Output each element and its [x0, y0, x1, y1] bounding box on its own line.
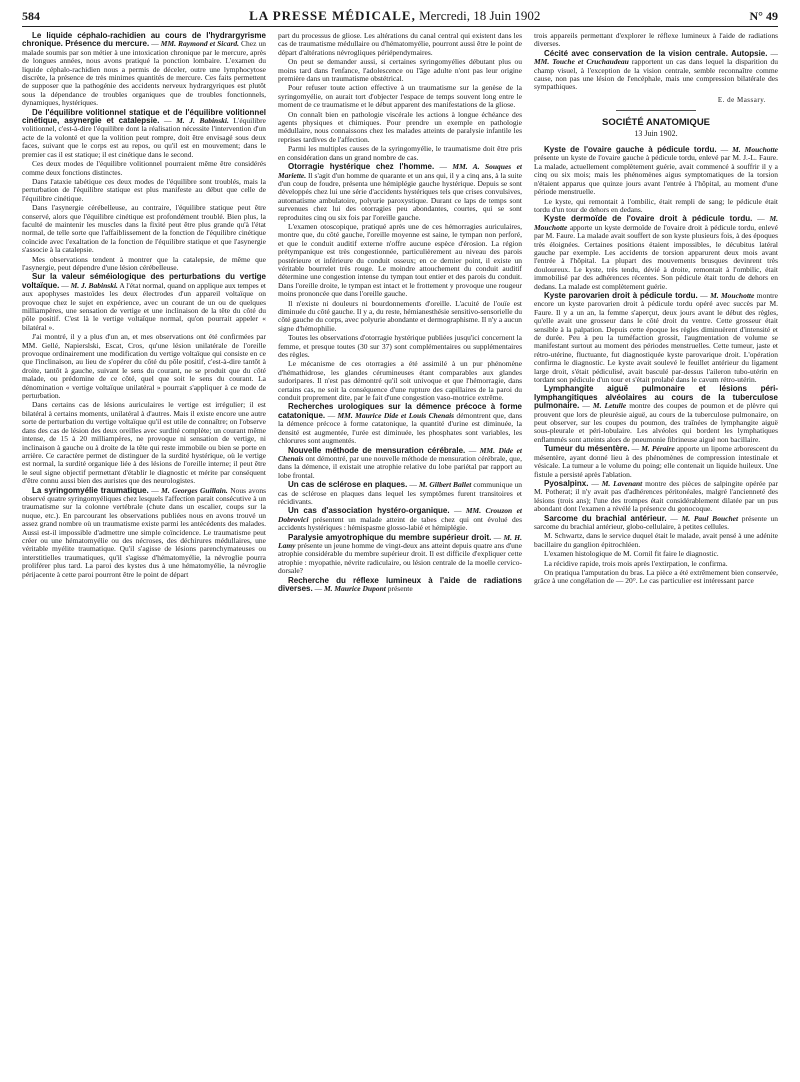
abstract-body: Toutes les observations d'otorragie hystérique publiées jusqu'ici concernent la femme, et presque toutes (30 sur 37) sont complémentaires ou supplémentaires des règles. — [278, 333, 522, 360]
abstract-title: Sur la valeur séméiologique des perturbations du vertige voltaïque. — [22, 272, 266, 290]
abstract-body: A l'état normal, quand on applique aux tempes et aux apophyses mastoïdes les deux électrodes d'un appareil voltaïque on provoque chez le sujet en expérience, avec un courant de un ou de quelques milliampères, une sensation de vertige et une inclinaison de la tête du côté du pôle positif. C'est là le vertige voltaïque normal, qu'on pourrait appeler « bilatéral ». — [22, 280, 266, 332]
abstract-entry: Kyste parovarien droit à pédicule tordu. — M. Mouchotte montre encore un kyste parovarien droit à pédicule tordu opéré avec succès par M. Faure. Il y a un an, la femme s'aperçut, deux jours avant le début des règles, qu'elle avait une grosseur dans le côté droit du ventre. Cette grosseur était sensible à la palpation. Depuis cette époque les règles diminuèrent d'intensité et de durée. Peu à peu la tuméfaction grossit, l'augmentation de volume se manifestant surtout au moment des périodes menstruelles. Cette tumeur, jaste et rétro-utérine, fluctuante, fut diagnostiquée kyste parovarique droit. L'opération confirma le diagnostic. Le kyste avait soulevé le feuillet antérieur du ligament large droit, s'était pédiculisé, avait basculé par-dessus l'aileron tubo-utérin en tordant son pédicule d'un tour et s'était prolabé dans le cavum rétro-utérin. — [534, 290, 778, 385]
paragraph — [278, 360, 522, 402]
paragraph — [278, 111, 522, 145]
abstract-body: présentent un malade atteint de tabes chez qui ont évolué des accidents hystériques : hémispasme glosso-labié et hémiplégie. — [278, 514, 522, 533]
abstract-body: Pour refuser toute action effective à un traumatisme sur la genèse de la syringomyélie, on aurait tort d'objecter l'espace de temps souvent long entre le moment de ce traumatisme et le début apparent des manifestations de la gliose. — [278, 83, 522, 110]
abstract-body: On connaît bien en pathologie viscérale les actions à longue échéance des agents physiques et chimiques. Pour prendre un exemple en pathologie médullaire, nous connaissons chez les malades atteints de paralysie infantile les reprises tardives de l'affection. — [278, 109, 522, 144]
abstract-body: L'examen otoscopique, pratiqué après une de ces hémorragies auriculaires, montre que, du côté gauche, l'oreille moyenne est saine, le tympan non perforé, et que le conduit auditif externe n'offre aucune espèce d'érosion. La région prétympanique est très congestionnée, particulièrement au niveau des parois postérieure et inférieure du conduit osseux; en ce dernier point, il existe un véritable bourrelet très rouge. Le moindre attouchement du conduit auditif détermine une congestion intense du tympan tout entier et des parois du conduit. Dans l'oreille droite, le tympan est intact et le frottement y provoque une rougeur moins prononcée que dans l'oreille gauche. — [278, 221, 522, 299]
abstract-body: montre des pièces de salpingite opérée par M. Potherat; il n'y avait pas d'adhérences péritonéales, malgré l'ancienneté des lésions (trois ans); l'une des trompes était considérablement dilatée par un pus abondant dont l'examen a révélé la présence du gonocoque. — [534, 478, 778, 514]
abstract-authors: M. Gilbert Ballet — [418, 480, 472, 490]
paragraph — [22, 178, 266, 203]
abstract-title: Otorragie hystérique chez l'homme. — [288, 162, 435, 172]
abstract-authors: M. Letulle — [592, 401, 627, 411]
abstract-body: L'équilibre volitionnel, c'est-à-dire l'équilibre dont la réalisation nécessite l'intervention d'un acte de la volonté et que la volition peut rompre, doit être envisagé sous deux faces, suivant que le corps est au repos, ou qu'il est en mouvement; dans le premier cas il est statique; il est cinétique dans le second. — [22, 116, 266, 159]
page-number: 584 — [22, 8, 40, 23]
abstract-entry: Sur la valeur séméiologique des perturbations du vertige voltaïque. — M. J. Babinski. A l'état normal, quand on applique aux tempes et aux apophyses mastoïdes les deux électrodes d'un appareil voltaïque on provoque chez le sujet en expérience, avec un courant de un ou de quelques milliampères, une sensation de vertige et une inclinaison de la tête du côté du pôle positif. C'est là le vertige voltaïque normal, qu'on pourrait appeler « bilatéral ». — [22, 272, 266, 332]
abstract-body: Ces deux modes de l'équilibre volitionnel pourraient même être considérés comme deux fonctions distinctes. — [22, 159, 266, 177]
abstract-entry: De l'équilibre volitionnel statique et de l'équilibre volitionnel cinétique, asynergie et catalepsie. — M. J. Babinski. L'équilibre volitionnel, c'est-à-dire l'équilibre dont la réalisation nécessite l'intervention d'un acte de la volonté et que la volition peut rompre, doit être envisagé sous deux faces, suivant que le corps est au repos, ou qu'il est en mouvement; dans le premier cas il est statique; il est cinétique dans le second. — [22, 107, 266, 159]
abstract-authors: MM. Raymond et Sicard. — [160, 39, 239, 49]
abstract-body: montre encore un kyste parovarien droit à pédicule tordu opéré avec succès par M. Faure. Il y a un an, la femme s'aperçut, deux jours avant le début des règles, qu'elle avait une grosseur dans le côté droit du ventre. Cette grosseur était sensible à la palpation. Depuis cette époque les règles diminuèrent d'intensité et de durée. Peu à peu la tuméfaction grossit, l'augmentation de volume se manifestant surtout au moment des périodes menstruelles. Cette tumeur, jaste et rétro-utérine, fluctuante, fut diagnostiquée kyste parovarique droit. L'opération confirma le diagnostic. Le kyste avait soulevé le feuillet antérieur du ligament large droit, s'était pédiculisé, avait basculé par-dessus l'aileron tubo-utérin en tordant son pédicule d'un tour et s'était prolabé dans le cavum rétro-utérin. — [534, 290, 778, 385]
abstract-body: On peut se demander aussi, si certaines syringomyélies débutant plus ou moins tard dans l'enfance, l'adolescence ou l'âge adulte n'ont pas leur origine première dans un traumatisme obstétrical. — [278, 57, 522, 84]
abstract-title: Kyste dermoïde de l'ovaire droit à pédicule tordu. — [544, 214, 753, 224]
paragraph — [22, 333, 266, 400]
paragraph — [22, 204, 266, 254]
issue-number: N° 49 — [749, 8, 778, 23]
abstract-body: trois appareils permettant d'explorer le réflexe lumineux à l'aide de radiations diverses. — [534, 32, 778, 49]
abstract-body: Mes observations tendent à montrer que la catalepsie, de même que l'asynergie, peut dépendre d'une lésion cérébelleuse. — [22, 254, 266, 272]
abstract-body: Dans certains cas de lésions auriculaires le vertige est irrégulier; il est bilatéral à certains moments, unilatéral à d'autres. Mais il existe encore une autre sorte de perturbation du vertige voltaïque qu'il est utile de connaître; on l'observe dans des cas de lésion des deux oreilles avec surdité complète; un courant même intense, de 15 à 20 milliampères, ne provoque ni sensation de vertige, ni inclinaison à gauche ou à droite de la tête qui reste immobile ou bien se porte en arrière. Ce caractère permet de distinguer de la surdité hystérique, où le vertige est normal, la surdité organique liée à des lésions de l'oreille interne; il peut être le seul signe objectif permettant d'établir le diagnostic et mérite par conséquent d'être connu aussi bien des auristes que des neurologistes. — [22, 400, 266, 486]
abstract-entry: La syringomyélie traumatique. — M. Georges Guillain. Nous avons observé quatre syringomyéliques chez lesquels l'affection parait consécutive à un traumatisme sur la colonne vertébrale (chute dans un escalier, coups sur la nuque, etc.). En parcourant les observations publiées nous en avons trouvé un assez grand nombre où un traumatisme existe parmi les antécédents des malades. Aussi est-il impossible d'admettre une simple coïncidence. Le traumatisme peut créer ou une hématomyélie ou des nécroses, des déchirures médullaires, une véritable myélite traumatique. Qu'il s'agisse de lésions parenchymateuses ou interstitielles traumatiques, qu'il s'agisse d'hématomyélie, la névroglie pourra proliférer plus tard. La paroi des kystes dus à une hématomyélie, la névroglie périjacente à cette paroi pourront être le point de départ — [22, 485, 266, 579]
article-columns — [22, 32, 778, 1076]
journal-name: LA PRESSE MÉDICALE, — [249, 8, 416, 23]
abstract-body: montre des coupes de poumon et de plèvre qui prouvent que lors de pleurésie aiguë, au cours de la tuberculose pulmonaire, on peut observer, sur les coupes du poumon, des traînées de lymphangite aiguë sous-pleurale et péri-lobulaire. Les alvéoles qui bordent les lymphatiques enflammés sont atteints alors de pneumonie fibrineuse aiguë non bacillaire. — [534, 401, 778, 444]
paragraph — [534, 32, 778, 49]
society-date: 13 Juin 1902. — [634, 128, 678, 138]
abstract-title: Un cas d'association hystéro-organique. — [288, 506, 450, 516]
abstract-authors: MM. Dide et Chenais — [278, 445, 522, 463]
paragraph — [278, 84, 522, 109]
issue-date: Mercredi, 18 Juin 1902 — [419, 8, 541, 23]
abstract-entry: Kyste de l'ovaire gauche à pédicule tordu. — M. Mouchotte présente un kyste de l'ovaire gauche à pédicule tordu, enlevé par M. J.-L. Faure. La malade, actuellement complètement guérie, avait commencé à souffrir il y a cinq ou six mois; mais les phénomènes aigus symptomatiques de la torsion n'étaient apparus que quinze jours avant l'entrée à l'hôpital, au moment d'une période menstruelle. — [534, 145, 778, 197]
abstract-entry: Un cas de sclérose en plaques. — M. Gilbert Ballet communique un cas de sclérose en plaques dans lequel les symptômes furent transitoires et récidivants. — [278, 480, 522, 506]
abstract-authors: M. Mouchotte — [732, 145, 778, 155]
abstract-authors: M. H. Lamy — [278, 532, 522, 550]
paragraph — [534, 532, 778, 549]
abstract-authors: M. J. Babinski. — [176, 116, 229, 126]
abstract-authors: M. Georges Guillain. — [161, 485, 228, 495]
abstract-entry: Lymphangite aiguë pulmonaire et lésions péri-lymphangitiques alvéolaires au cours de la tuberculose pulmonaire. — M. Letulle montre des coupes de poumon et de plèvre qui prouvent que lors de pleurésie aiguë, au cours de la tuberculose pulmonaire, on peut observer, sur les coupes du poumon, des traînées de lymphangite aiguë sous-pleurale et péri-lobulaire. Les alvéoles qui bordent les lymphatiques enflammés sont atteints alors de pneumonie fibrineuse aiguë non bacillaire. — [534, 384, 778, 444]
abstract-entry: Nouvelle méthode de mensuration cérébrale. — MM. Dide et Chenais ont démontré, par une nouvelle méthode de mensuration cérébrale, que, dans la démence, il existait une atrophie relative du lobe pariétal par rapport au lobe frontal. — [278, 445, 522, 480]
paragraph — [22, 256, 266, 273]
abstract-title: La syringomyélie traumatique. — [32, 485, 149, 495]
abstract-body: Dans l'asynergie cérébelleuse, au contraire, l'équilibre statique peut être conservé, alors que l'équilibre cinétique est profondément troublé. Bien plus, la faculté de maintenir les muscles dans la fixité peut être plus grande qu'à l'état normal, de telle sorte que l'affaiblissement de la fonction de l'équilibre cinétique coïncide avec l'exaltation de la fonction de l'équilibre statique et que l'asynergie s'associe à la catalepsie. — [22, 203, 266, 255]
column-right — [534, 32, 778, 1076]
abstract-body: Le kyste, qui remontait à l'ombilic, était rempli de sang; le pédicule était tordu d'un tour de dehors en dedans. — [534, 196, 778, 214]
column-middle — [278, 32, 522, 1076]
paragraph — [22, 401, 266, 485]
paragraph — [22, 160, 266, 177]
abstract-body: Dans l'ataxie tabétique ces deux modes de l'équilibre sont troublés, mais la perturbation de l'équilibre statique est plus manifeste au début que celle de l'équilibre cinétique. — [22, 176, 266, 203]
abstract-body: M. Schwartz, dans le service duquel était le malade, avait pensé à une adénite bacillaire du ganglion épitrochléen. — [534, 531, 778, 549]
abstract-entry: Un cas d'association hystéro-organique. — MM. Crouzon et Dobrovici présentent un malade atteint de tabes chez qui ont évolué des accidents hystériques : hémispasme glosso-labié et hémiplégie. — [278, 506, 522, 533]
paragraph — [278, 334, 522, 359]
abstract-authors: M. Mouchotte — [534, 214, 778, 232]
abstract-title: De l'équilibre volitionnel statique et de l'équilibre volitionnel cinétique, asynergie et catalepsie. — [22, 107, 266, 126]
abstract-entry: Cécité avec conservation de la vision centrale. Autopsie. — MM. Touche et Cruchaudeau rapportent un cas dans lequel la disparition du champ visuel, à l'exception de la vision centrale, semble reconnaître comme cause, non pas une lésion de l'encéphale, mais une compression bilatérale des sympathiques. — [534, 48, 778, 92]
paragraph — [278, 223, 522, 299]
abstract-body: démontrent que, dans la démence précoce à forme catatonique, la quantité d'urine est diminuée, la densité est augmentée, l'urée est diminuée, les phosphates sont variables, les chlorures sont augmentés. — [278, 410, 522, 446]
abstract-entry: Paralysie amyotrophique du membre supérieur droit. — M. H. Lamy présente un jeune homme de vingt-deux ans atteint depuis quatre ans d'une atrophie considérable du membre supérieur droit. Il est difficile d'expliquer cette atrophie : myopathie, névrite radiculaire, ou lésion centrale de la moelle cervico-dorsale? — [278, 532, 522, 576]
abstract-title: Cécité avec conservation de la vision centrale. Autopsie. — [544, 48, 768, 58]
paragraph — [534, 560, 778, 568]
abstract-body: La récidive rapide, trois mois après l'extirpation, le confirma. — [544, 558, 728, 568]
abstract-title: Kyste de l'ovaire gauche à pédicule tordu. — [544, 145, 717, 155]
abstract-entry: Sarcome du brachial antérieur. — M. Paul Bouchet présente un sarcome du brachial antérieur, globo-cellulaire, à petites cellules. — [534, 513, 778, 531]
abstract-body: présente un kyste de l'ovaire gauche à pédicule tordu, enlevé par M. J.-L. Faure. La malade, actuellement complètement guérie, avait commencé à souffrir il y a cinq ou six mois; mais les phénomènes aigus symptomatiques de la torsion n'étaient apparus que quinze jours avant l'entrée à l'hôpital, au moment d'une période menstruelle. — [534, 153, 778, 197]
abstract-authors: M. Paul Bouchet — [681, 513, 739, 523]
abstract-body: présente un jeune homme de vingt-deux ans atteint depuis quatre ans d'une atrophie considérable du membre supérieur droit. Il est difficile d'expliquer cette atrophie : myopathie, névrite radiculaire, ou lésion centrale de la moelle cervico-dorsale? — [278, 540, 522, 576]
abstract-body: Il n'existe ni douleurs ni bourdonnements d'oreille. L'acuité de l'ouïe est diminuée du côté gauche. Il y a, du reste, hémianesthésie sensitivo-sensorielle du côté gauche du corps, avec polyurie abondante et dermographisme. Il n'y a aucun signe d'hémophilie. — [278, 298, 522, 333]
abstract-title: Nouvelle méthode de mensuration cérébrale. — [288, 445, 466, 455]
paragraph — [534, 569, 778, 586]
abstract-body: part du processus de gliose. Les altérations du canal central qui existent dans les cas de traumatisme médullaire ou d'hématomyélie, pourront aussi être le point de départ d'altérations névrogliques périépendymaires. — [278, 32, 522, 57]
abstract-body: Chez un malade soumis par son métier à une intoxication chronique par le mercure, après de longues années, nous avons pratiqué la ponction lombaire. L'examen du liquide céphalo-rachidien nous a permis de déceler, outre une lymphocytose discrète, la présence de très minimes quantités de mercure. Ces faits permettent de supposer que la pathogénie des accidents nerveux hydrargyriques est plutôt sous la dépendance de troubles organiques que de troubles fonctionnels, dynamiques, hystériques. — [22, 39, 266, 108]
abstract-body: On pratiqua l'amputation du bras. La pièce a été extrêmement bien conservée, grâce à une congélation de — 20°. Le cas particulier est intéressant parce — [534, 567, 778, 586]
abstract-title: Tumeur du mésentère. — [544, 444, 630, 454]
paragraph — [278, 300, 522, 334]
paragraph — [278, 32, 522, 57]
abstract-entry: Recherches urologiques sur la démence précoce à forme catatonique. — MM. Maurice Dide et Louis Chenais démontrent que, dans la démence précoce à forme catatonique, la quantité d'urine est diminuée, la densité est augmentée, l'urée est diminuée, les phosphates sont variables, les chlorures sont augmentés. — [278, 402, 522, 446]
abstract-title: Pyosalpinx. — [544, 478, 589, 488]
abstract-authors: M. Maurice Dupont — [323, 584, 386, 593]
abstract-entry: Pyosalpinx. — M. Lavenant montre des pièces de salpingite opérée par M. Potherat; il n'y avait pas d'adhérences péritonéales, malgré l'ancienneté des lésions (trois ans); l'une des trompes était considérablement dilatée par un pus abondant dont l'examen a révélé la présence du gonocoque. — [534, 478, 778, 514]
abstract-title: Le liquide céphalo-rachidien au cours de l'hydrargyrisme chronique. Présence du mercure. — [22, 32, 266, 49]
abstract-title: Recherche du réflexe lumineux à l'aide de radiations diverses. — [278, 575, 522, 593]
abstract-authors: MM. Maurice Dide et Louis Chenais — [337, 410, 455, 420]
abstract-authors: M. Mouchotte — [710, 290, 755, 300]
abstract-authors: MM. A. Souques et Mariette. — [278, 162, 522, 180]
abstract-body: ont démontré, par une nouvelle méthode de mensuration cérébrale, que, dans la démence, il existait une atrophie relative du lobe pariétal par rapport au lobe frontal. — [278, 453, 522, 480]
abstract-body: Parmi les multiples causes de la syringomyélie, le traumatisme doit être pris en considération dans un grand nombre de cas. — [278, 144, 522, 162]
abstract-body: L'examen histologique de M. Cornil fit faire le diagnostic. — [544, 549, 719, 559]
paragraph — [278, 145, 522, 162]
abstract-body: apporte un lipome arborescent du mésentère, ayant donné lieu à des phénomènes de compression intestinale et vésicale. La tumeur a le volume du poing; elle contenait un liquide huileux. Une fistule a persisté après l'ablation. — [534, 444, 778, 479]
abstract-title: Recherches urologiques sur la démence précoce à forme catatonique. — [278, 402, 522, 420]
abstract-body: Le mécanisme de ces otorragies a été assimilé à un pur phénomène d'hémathidrose, les glandes cérumineuses étant comparables aux glandes sudoripares. Il n'est pas démontré qu'il soit univoque et que l'hémorragie, dans certains cas, ne soit la conséquence d'une rupture des capillaires de la paroi du conduit proprement dite, par le fait d'une congestion vaso-motrice extrême. — [278, 359, 522, 403]
abstract-title: Kyste parovarien droit à pédicule tordu. — [544, 290, 698, 300]
paragraph — [534, 550, 778, 558]
column-left — [22, 32, 266, 1076]
running-title — [249, 8, 540, 24]
abstract-body: présente un sarcome du brachial antérieur, globo-cellulaire, à petites cellules. — [534, 513, 778, 531]
abstract-entry: Kyste dermoïde de l'ovaire droit à pédicule tordu. — M. Mouchotte apporte un kyste dermoïde de l'ovaire droit à pédicule tordu, enlevé par M. Faure. La malade avait souffert de son kyste plusieurs fois, à des époques très éloignées. Certaines positions étaient impossibles, le décubitus latéral gauche par exemple. Les accidents de torsion apparurent deux mois avant l'entrée à l'hôpital. La plupart des mouvements brusques devinrent très douloureux. Le kyste, très tendu, dévié à droite, remontait à l'ombilic, était immobilisé par des adhérences récentes. Son pédicule était tordu de dehors en dedans. La malade est complètement guérie. — [534, 214, 778, 291]
abstract-entry: Recherche du réflexe lumineux à l'aide de radiations diverses. — M. Maurice Dupont présente — [278, 575, 522, 593]
abstract-body: Il s'agit d'un homme de quarante et un ans qui, il y a cinq ans, à la suite d'un coup de foudre, présenta une hémiplégie gauche hystérique. Depuis se sont développés chez lui une série d'accidents hystériques tels que crises convulsives, automatisme ambulatoire, polyurie paroxystique. Durant ce laps de temps sont survenues chez lui des otorragies peu abondantes, courtes, qui se sont reproduites cinq ou six fois par l'oreille gauche. — [278, 170, 522, 222]
abstract-authors: MM. Crouzon et Dobrovici — [278, 506, 522, 524]
abstract-entry: Tumeur du mésentère. — M. Péraire apporte un lipome arborescent du mésentère, ayant donné lieu à des phénomènes de compression intestinale et vésicale. La tumeur a le volume du poing; elle contenait un liquide huileux. Une fistule a persisté après l'ablation. — [534, 444, 778, 479]
abstract-body: communique un cas de sclérose en plaques dans lequel les symptômes furent transitoires et récidivants. — [278, 480, 522, 506]
abstract-body: apporte un kyste dermoïde de l'ovaire droit à pédicule tordu, enlevé par M. Faure. La malade avait souffert de son kyste plusieurs fois, à des époques très éloignées. Certaines positions étaient impossibles, le décubitus latéral gauche par exemple. Les accidents de torsion apparurent deux mois avant l'entrée à l'hôpital. La plupart des mouvements brusques devinrent très douloureux. Le kyste, très tendu, dévié à droite, remontait à l'ombilic, était immobilisé par des adhérences récentes. Son pédicule était tordu de dehors en dedans. La malade est complètement guérie. — [534, 222, 778, 291]
abstract-body: J'ai montré, il y a plus d'un an, et mes observations ont été confirmées par MM. Gellé, Napierslski, Escat, Cros, qu'une lésion unilatérale de l'oreille provoque ordinairement une modification du vertige voltaïque qui consiste en ce que l'inclinaison, au lieu de s'opérer du côté du pôle positif, c'est-à-dire tantôt à droite, tantôt à gauche, suivant le sens du courant, ne se produit que du côté malade, ou prédomine de ce côté, quel que soit le sens du courant. La dénomination « vertige voltaïque unilatéral » pourrait s'appliquer à ce mode de perturbation. — [22, 332, 266, 401]
page-header — [22, 6, 778, 27]
abstract-body: présente — [387, 584, 413, 593]
abstract-entry: Otorragie hystérique chez l'homme. — MM. A. Souques et Mariette. Il s'agit d'un homme de quarante et un ans qui, il y a cinq ans, à la suite d'un coup de foudre, présenta une hémiplégie gauche hystérique. Depuis se sont développés chez lui une série d'accidents hystériques tels que crises convulsives, automatisme ambulatoire, polyurie paroxystique. Durant ce laps de temps sont survenues chez lui des otorragies peu abondantes, courtes, qui se sont reproduites cinq ou six fois par l'oreille gauche. — [278, 162, 522, 222]
signature: E. de Massary. — [717, 95, 766, 104]
abstract-authors: M. Lavenant — [601, 478, 643, 488]
abstract-title: Paralysie amyotrophique du membre supérieur droit. — [288, 532, 492, 542]
abstract-authors: M. Péraire — [641, 444, 675, 454]
abstract-title: Lymphangite aiguë pulmonaire et lésions péri-lymphangitiques alvéolaires au cours de la tuberculose pulmonaire. — [534, 384, 778, 411]
society-heading: SOCIÉTÉ ANATOMIQUE — [601, 117, 711, 129]
abstract-authors: MM. Touche et Cruchaudeau — [534, 57, 629, 67]
abstract-authors: M. J. Babinski. — [70, 280, 118, 290]
abstract-body: Nous avons observé quatre syringomyéliques chez lesquels l'affection parait consécutive à un traumatisme sur la colonne vertébrale (chute dans un escalier, coups sur la nuque, etc.). En parcourant les observations publiées nous en avons trouvé un assez grand nombre où un traumatisme existe parmi les antécédents des malades. Aussi est-il impossible d'admettre une simple coïncidence. Le traumatisme peut créer ou une hématomyélie ou des nécroses, des déchirures médullaires, une véritable myélite traumatique. Qu'il s'agisse de lésions parenchymateuses ou interstitielles traumatiques, qu'il s'agisse d'hématomyélie, la névroglie pourra proliférer plus tard. La paroi des kystes dus à une hématomyélie, la névroglie périjacente à cette paroi pourront être le point de départ — [22, 485, 266, 579]
abstract-entry: Le liquide céphalo-rachidien au cours de l'hydrargyrisme chronique. Présence du mercure. — MM. Raymond et Sicard. Chez un malade soumis par son métier à une intoxication chronique par le mercure, après de longues années, nous avons pratiqué la ponction lombaire. L'examen du liquide céphalo-rachidien nous a permis de déceler, outre une lymphocytose discrète, la présence de très minimes quantités de mercure. Ces faits permettent de supposer que la pathogénie des accidents nerveux hydrargyriques est plutôt sous la dépendance de troubles organiques que de troubles fonctionnels, dynamiques, hystériques. — [22, 32, 266, 108]
abstract-body: rapportent un cas dans lequel la disparition du champ visuel, à l'exception de la vision centrale, semble reconnaître comme cause, non pas une lésion de l'encéphale, mais une compression bilatérale des sympathiques. — [534, 57, 778, 92]
abstract-title: Un cas de sclérose en plaques. — [288, 480, 408, 490]
paragraph — [278, 58, 522, 83]
paragraph — [534, 198, 778, 215]
section-divider — [616, 110, 696, 111]
abstract-title: Sarcome du brachial antérieur. — [544, 513, 667, 523]
